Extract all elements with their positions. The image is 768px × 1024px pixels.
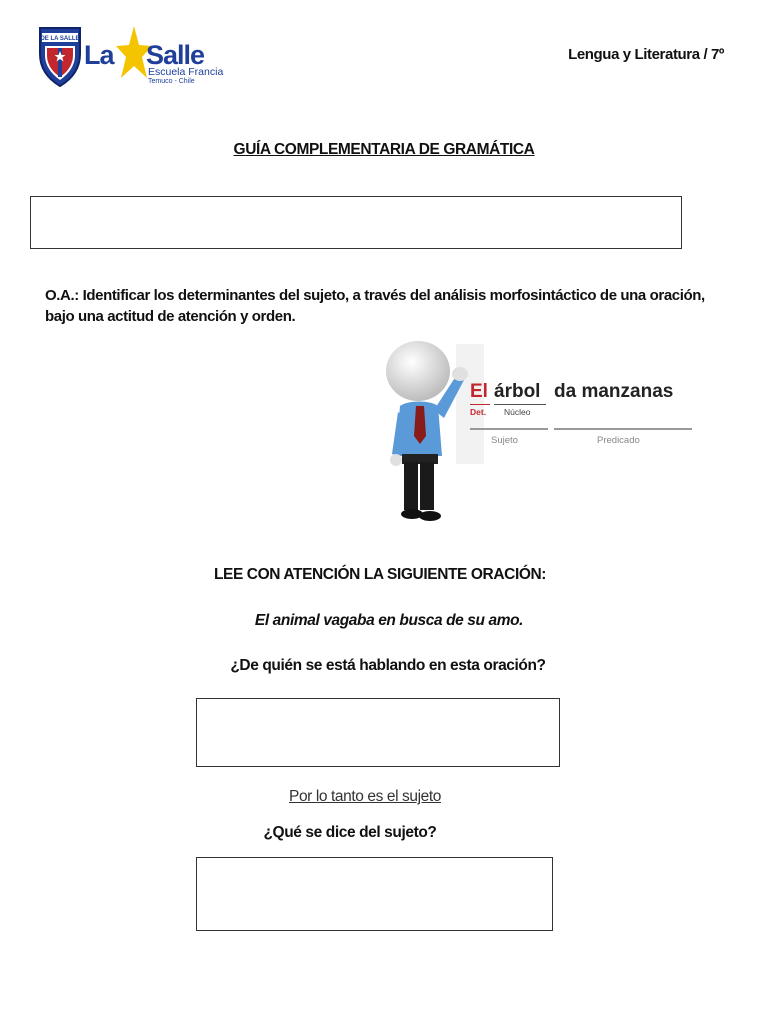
name-field-box[interactable]	[30, 196, 682, 249]
nucleus-underline	[494, 404, 546, 405]
shield-icon	[36, 24, 84, 88]
answer-box-predicate[interactable]	[196, 857, 553, 931]
answer-box-subject[interactable]	[196, 698, 560, 767]
shield-label: DE LA SALLE	[40, 36, 80, 42]
logo-school-name: Escuela Francia	[148, 66, 224, 78]
logo-brand-la: La	[84, 40, 114, 70]
question-predicate: ¿Qué se dice del sujeto?	[263, 824, 437, 841]
predicate-divider	[554, 428, 692, 430]
question-subject: ¿De quién se está hablando en esta oración?	[230, 657, 546, 674]
page-title: GUÍA COMPLEMENTARIA DE GRAMÁTICA	[233, 141, 535, 158]
subject-label: Sujeto	[491, 435, 518, 446]
example-nucleus-word: árbol	[494, 381, 541, 402]
nucleus-label: Núcleo	[504, 407, 531, 417]
example-sentence: El animal vagaba en busca de su amo.	[254, 612, 524, 629]
grammar-illustration	[378, 336, 698, 522]
predicate-label: Predicado	[597, 435, 640, 446]
det-label: Det.	[470, 407, 487, 417]
reading-instruction: LEE CON ATENCIÓN LA SIGUIENTE ORACIÓN:	[213, 566, 547, 583]
example-predicate-words: da manzanas	[554, 381, 674, 402]
subject-label: Lengua y Literatura / 7º	[568, 46, 724, 63]
example-determiner: El	[470, 381, 488, 402]
learning-objective: O.A.: Identificar los determinantes del sujeto, a través del análisis morfosintáctico de una oración, bajo una actitud de atención y orden.	[45, 287, 705, 325]
subject-divider	[470, 428, 548, 430]
school-logo	[36, 24, 226, 90]
determiner-underline	[470, 404, 490, 405]
conclusion-text: Por lo tanto es el sujeto	[289, 788, 441, 805]
logo-brand-salle: Salle	[146, 40, 205, 70]
logo-city: Temuco - Chile	[148, 78, 195, 85]
